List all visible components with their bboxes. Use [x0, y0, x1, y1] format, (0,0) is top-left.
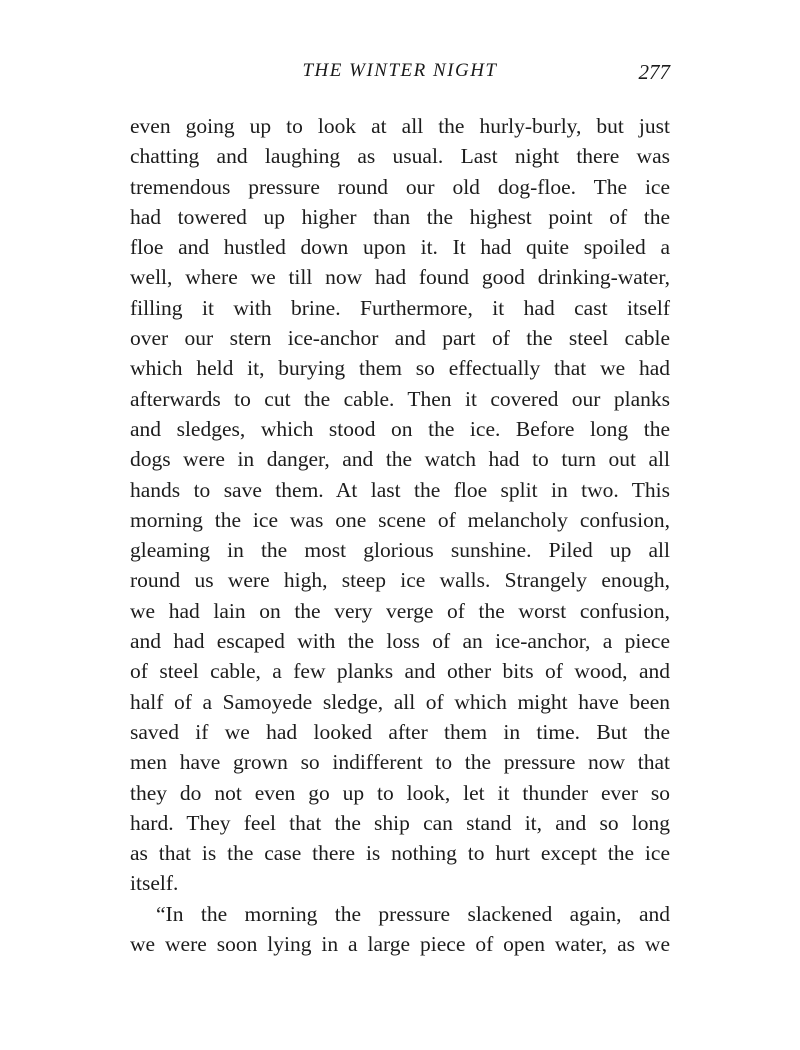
text-line: floe and hustled down upon it. It had quite spoiled a: [130, 235, 670, 260]
text-line: we had lain on the very verge of the worst confusion,: [130, 598, 670, 623]
text-line: saved if we had looked after them in time. But the: [130, 719, 670, 744]
text-line: men have grown so indifferent to the pressure now that: [130, 750, 670, 775]
text-line: filling it with brine. Furthermore, it had cast itself: [130, 295, 670, 320]
text-line: and had escaped with the loss of an ice-anchor, a piece: [130, 629, 670, 654]
body-text: [130, 111, 670, 959]
text-line: had towered up higher than the highest point of the: [130, 204, 670, 229]
text-line: itself.: [130, 871, 179, 896]
text-line: gleaming in the most glorious sunshine. Piled up all: [130, 538, 670, 563]
text-line: of steel cable, a few planks and other bits of wood, and: [130, 659, 670, 684]
page-number: 277: [638, 60, 670, 84]
text-line: dogs were in danger, and the watch had to turn out all: [130, 447, 670, 472]
running-title: THE WINTER NIGHT: [302, 60, 498, 81]
text-line: afterwards to cut the cable. Then it covered our planks: [130, 386, 670, 411]
text-line: they do not even go up to look, let it thunder ever so: [130, 780, 670, 805]
text-line: half of a Samoyede sledge, all of which might have been: [130, 689, 670, 714]
text-line: even going up to look at all the hurly-burly, but just: [130, 114, 670, 138]
text-line: morning the ice was one scene of melancholy confusion,: [130, 507, 670, 532]
text-line: as that is the case there is nothing to hurt except the ice: [130, 841, 670, 866]
text-line: hard. They feel that the ship can stand it, and so long: [130, 810, 670, 835]
text-line: round us were high, steep ice walls. Strangely enough,: [130, 568, 670, 593]
text-line: and sledges, which stood on the ice. Before long the: [130, 416, 670, 441]
text-line: over our stern ice-anchor and part of the steel cable: [130, 326, 670, 351]
text-line: chatting and laughing as usual. Last night there was: [130, 144, 670, 169]
text-line: “In the morning the pressure slackened again, and: [156, 901, 670, 926]
running-head: [130, 60, 670, 90]
text-line: tremendous pressure round our old dog-floe. The ice: [130, 174, 670, 199]
text-line: which held it, burying them so effectually that we had: [130, 356, 670, 381]
text-line: we were soon lying in a large piece of open water, as we: [130, 932, 670, 957]
text-line: well, where we till now had found good drinking-water,: [130, 265, 670, 290]
text-line: hands to save them. At last the floe split in two. This: [130, 477, 670, 502]
